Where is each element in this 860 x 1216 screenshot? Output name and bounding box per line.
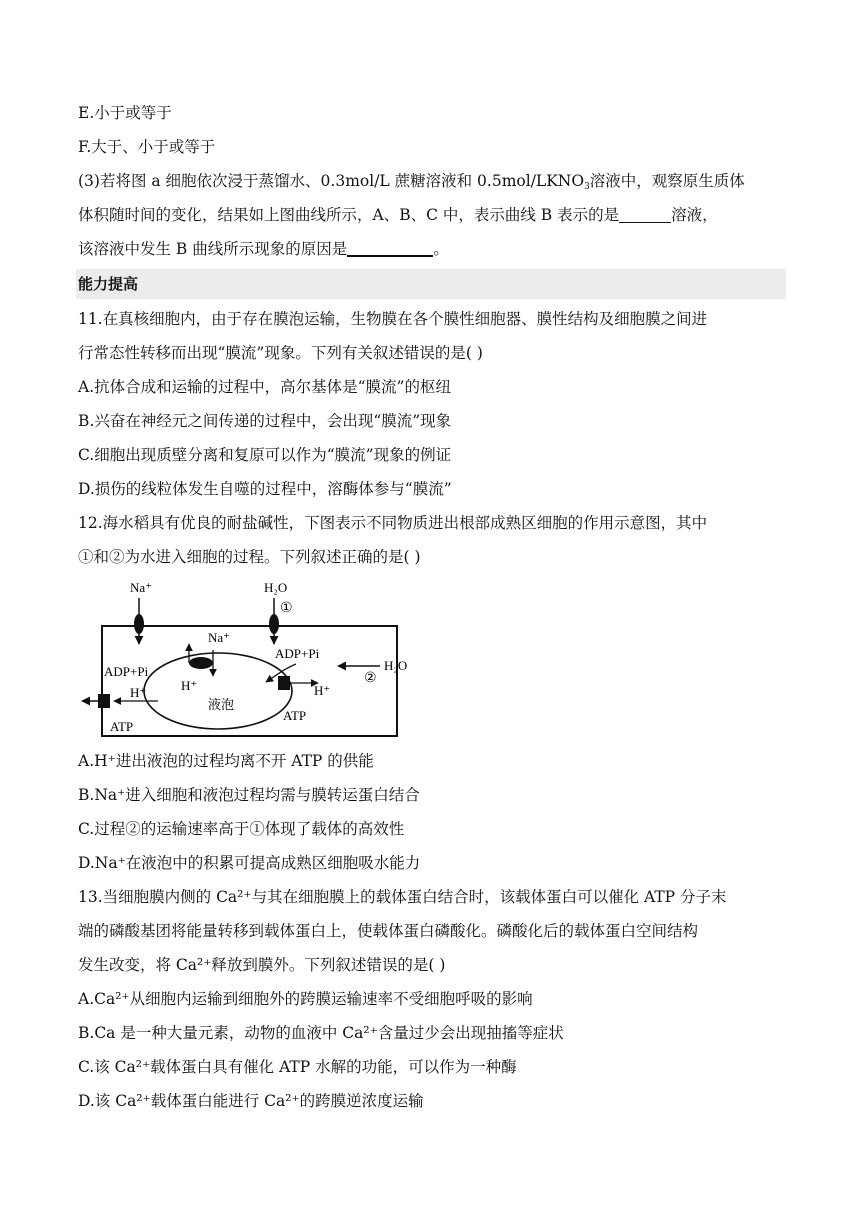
q10-part3-line2-b: 溶液，	[671, 206, 718, 224]
q11-option-c: C.细胞出现质壁分离和复原可以作为“膜流”现象的例证	[78, 446, 452, 464]
label-h2o-top: H₂O	[264, 580, 288, 595]
label-h-inner: H⁺	[181, 678, 198, 693]
q10-part3-text-end: 溶液中，观察原生质体	[589, 172, 745, 190]
q13-option-a: A.Ca²⁺从细胞内运输到细胞外的跨膜运输速率不受细胞呼吸的影响	[78, 990, 533, 1008]
answer-blank[interactable]	[347, 239, 433, 257]
label-h-right: H⁺	[314, 683, 331, 698]
q10-part3-line3-a: 该溶液中发生 B 曲线所示现象的原因是	[78, 240, 348, 258]
q10-part3-line3	[78, 232, 784, 266]
page-content	[78, 96, 784, 1118]
label-adp-left: ADP+Pi	[104, 664, 149, 679]
q10-option-e: E.小于或等于	[78, 104, 172, 122]
na-h-antiporter-icon	[189, 657, 213, 669]
cell-transport-diagram	[78, 578, 428, 738]
label-adp-right: ADP+Pi	[275, 646, 320, 661]
label-atp-right: ATP	[283, 708, 307, 723]
answer-blank[interactable]	[619, 206, 671, 223]
q11-stem-line1: 11.在真核细胞内，由于存在膜泡运输，生物膜在各个膜性细胞器、膜性结构及细胞膜之间进	[78, 310, 708, 328]
na-channel-icon	[134, 614, 144, 634]
q10-option-f: F.大于、小于或等于	[78, 138, 216, 156]
vacuole-proton-pump-icon	[278, 676, 290, 690]
q12-option-b: B.Na⁺进入细胞和液泡过程均需与膜转运蛋白结合	[78, 786, 420, 804]
q11-option-b: B.兴奋在神经元之间传递的过程中，会出现“膜流”现象	[78, 412, 452, 430]
q13-option-b: B.Ca 是一种大量元素，动物的血液中 Ca²⁺含量过少会出现抽搐等症状	[78, 1024, 564, 1042]
q13-stem-line2: 端的磷酸基团将能量转移到载体蛋白上，使载体蛋白磷酸化。磷酸化后的载体蛋白空间结构	[78, 922, 699, 940]
q10-part3-text: (3)若将图 a 细胞依次浸于蒸馏水、0.3mol/L 蔗糖溶液和 0.5mol/LKNO	[78, 172, 585, 190]
q11-stem-line2: 行常态性转移而出现“膜流”现象。下列有关叙述错误的是( )	[78, 344, 483, 362]
aquaporin-icon	[269, 614, 279, 634]
label-na-inner: Na⁺	[208, 630, 231, 645]
membrane-proton-pump-icon	[98, 694, 110, 708]
q12-stem-line2: ①和②为水进入细胞的过程。下列叙述正确的是( )	[78, 548, 421, 566]
label-process-1: ①	[280, 600, 293, 616]
label-h-left: H⁺	[130, 685, 147, 700]
q12-option-d: D.Na⁺在液泡中的积累可提高成熟区细胞吸水能力	[78, 854, 421, 872]
q10-part3-line2	[78, 198, 784, 232]
q10-part3-line3-b: 。	[433, 240, 449, 258]
q10-part3-line2-a: 体积随时间的变化，结果如上图曲线所示，A、B、C 中，表示曲线 B 表示的是	[78, 206, 620, 224]
q13-stem-line1: 13.当细胞膜内侧的 Ca²⁺与其在细胞膜上的载体蛋白结合时，该载体蛋白可以催化 ATP 分子末	[78, 888, 727, 906]
label-atp-left: ATP	[110, 719, 134, 734]
q12-option-c: C.过程②的运输速率高于①体现了载体的高效性	[78, 820, 405, 838]
subscript-3: 3	[584, 182, 590, 192]
q11-option-d: D.损伤的线粒体发生自噬的过程中，溶酶体参与“膜流”	[78, 480, 452, 498]
q11-option-a: A.抗体合成和运输的过程中，高尔基体是“膜流”的枢纽	[78, 378, 451, 396]
vacuole-ellipse	[144, 653, 292, 729]
q12-stem-line1: 12.海水稻具有优良的耐盐碱性，下图表示不同物质进出根部成熟区细胞的作用示意图，其中	[78, 514, 708, 532]
q12-option-a: A.H⁺进出液泡的过程均离不开 ATP 的供能	[78, 752, 374, 770]
section-heading: 能力提高	[76, 269, 786, 299]
label-na-top: Na⁺	[130, 580, 153, 595]
q13-option-d: D.该 Ca²⁺载体蛋白能进行 Ca²⁺的跨膜逆浓度运输	[78, 1092, 424, 1110]
q10-part3-line1	[78, 164, 784, 198]
q13-option-c: C.该 Ca²⁺载体蛋白具有催化 ATP 水解的功能，可以作为一种酶	[78, 1058, 517, 1076]
label-vacuole: 液泡	[208, 698, 235, 713]
q13-stem-line3: 发生改变，将 Ca²⁺释放到膜外。下列叙述错误的是( )	[78, 956, 446, 974]
label-h2o-right: H₂O	[384, 658, 408, 673]
label-process-2: ②	[364, 670, 377, 686]
